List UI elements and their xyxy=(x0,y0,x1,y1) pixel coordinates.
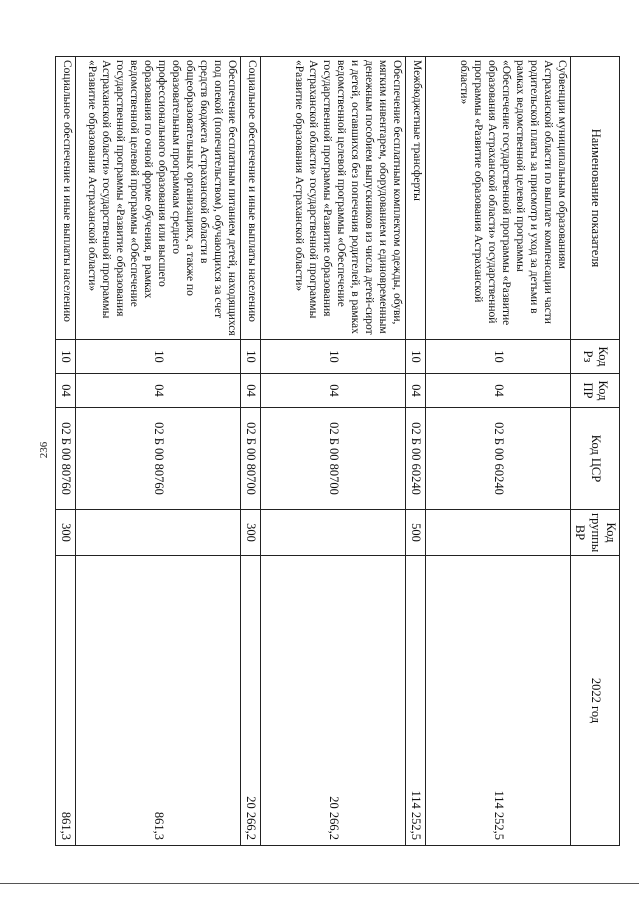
row-rz: 10 xyxy=(261,340,406,374)
budget-table xyxy=(55,56,620,846)
row-name: Социальное обеспечение и иные выплаты населению xyxy=(241,57,261,340)
page-number: 236 xyxy=(38,441,50,459)
row-pr: 04 xyxy=(56,374,76,408)
row-amount: 114 252,5 xyxy=(426,556,571,846)
row-amount: 861,3 xyxy=(56,556,76,846)
row-vr: 500 xyxy=(406,510,426,556)
row-amount: 20 266,2 xyxy=(241,556,261,846)
header-vr: Код группы ВР xyxy=(571,510,620,556)
table-header-row xyxy=(571,57,620,846)
row-name: Социальное обеспечение и иные выплаты населению xyxy=(56,57,76,340)
header-year: 2022 год xyxy=(571,556,620,846)
row-pr: 04 xyxy=(76,374,241,408)
row-amount: 861,3 xyxy=(76,556,241,846)
table-row xyxy=(261,57,406,846)
row-name: Обеспечение бесплатным питанием детей, находящихся под опекой (попечительством), обучающихся за счет средств бюджета Астраханской области в общеобразовательных организациях, а также по образовательным программам среднего профессионального образования или высшего образования по очной форме обучения, в рамках ведомственной целевой программы «Обеспечение государственной программы «Развитие образования Астраханской области» государственной программы «Развитие образования Астраханской области» xyxy=(76,57,241,340)
row-vr: 300 xyxy=(241,510,261,556)
row-csr: 02 Б 00 80760 xyxy=(76,408,241,510)
row-rz: 10 xyxy=(76,340,241,374)
row-name: Обеспечение бесплатным комплектом одежды, обуви, мягким инвентарем, оборудованием и единовременным денежным пособием выпускников из числа детей-сирот и детей, оставшихся без попечения родителей, в рамках ведомственной целевой программы «Обеспечение государственной программы «Развитие образования Астраханской области» государственной программы «Развитие образования Астраханской области» xyxy=(261,57,406,340)
header-pr: Код ПР xyxy=(571,374,620,408)
row-rz: 10 xyxy=(241,340,261,374)
bottom-divider xyxy=(0,883,639,884)
row-csr: 02 Б 00 80700 xyxy=(241,408,261,510)
header-rz: Код Рз xyxy=(571,340,620,374)
row-csr: 02 Б 00 60240 xyxy=(406,408,426,510)
row-pr: 04 xyxy=(406,374,426,408)
row-amount: 20 266,2 xyxy=(261,556,406,846)
table-row xyxy=(56,57,76,846)
header-csr: Код ЦСР xyxy=(571,408,620,510)
row-vr xyxy=(76,510,241,556)
header-name: Наименование показателя xyxy=(571,57,620,340)
row-pr: 04 xyxy=(261,374,406,408)
table-row xyxy=(426,57,571,846)
row-csr: 02 Б 00 80700 xyxy=(261,408,406,510)
row-vr xyxy=(426,510,571,556)
row-name: Субвенции муниципальным образованиям Астраханской области по выплате компенсации части родительской платы за присмотр и уход за детьми в рамках ведомственной целевой программы «Обеспечение государственной программы «Развитие образования Астраханской области» государственной программы «Развитие образования Астраханской области» xyxy=(426,57,571,340)
row-csr: 02 Б 00 60240 xyxy=(426,408,571,510)
row-amount: 114 252,5 xyxy=(406,556,426,846)
row-name: Межбюджетные трансферты xyxy=(406,57,426,340)
row-vr: 300 xyxy=(56,510,76,556)
row-rz: 10 xyxy=(56,340,76,374)
table-row xyxy=(241,57,261,846)
budget-table-rotated xyxy=(59,56,620,845)
row-rz: 10 xyxy=(426,340,571,374)
row-rz: 10 xyxy=(406,340,426,374)
row-pr: 04 xyxy=(241,374,261,408)
row-pr: 04 xyxy=(426,374,571,408)
row-csr: 02 Б 00 80760 xyxy=(56,408,76,510)
row-vr xyxy=(261,510,406,556)
table-row xyxy=(76,57,241,846)
table-row xyxy=(406,57,426,846)
